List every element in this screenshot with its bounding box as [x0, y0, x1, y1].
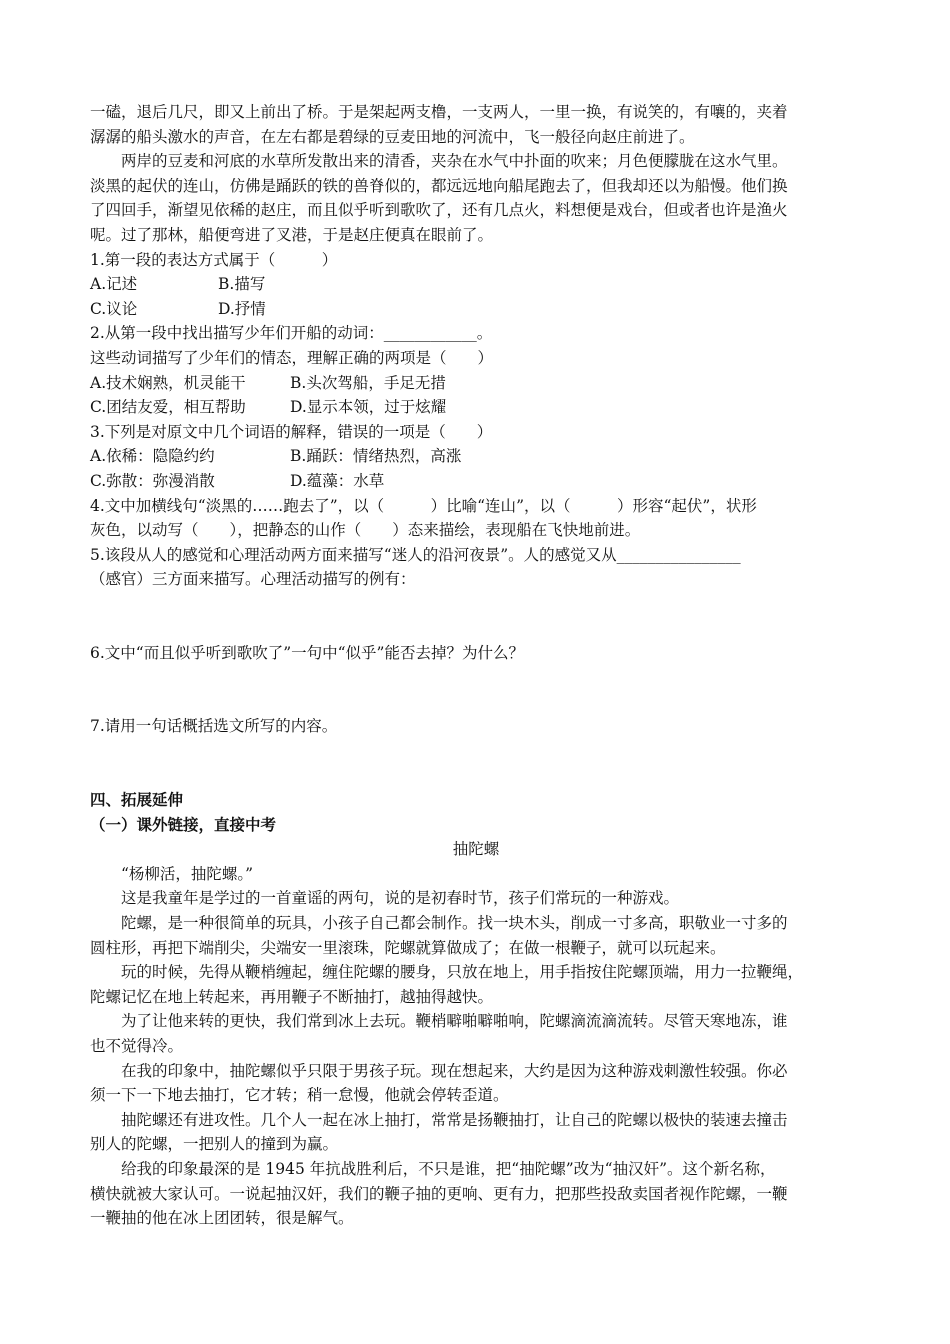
passage-line: 玩的时候，先得从鞭梢缠起，缠住陀螺的腰身，只放在地上，用手指按住陀螺顶端，用力一拉鞭绳， — [121, 963, 804, 982]
passage-line: 潺潺的船头激水的声音，在左右都是碧绿的豆麦田地的河流中，飞一般径向赵庄前进了。 — [90, 127, 695, 146]
question-4: 4.文中加横线句“淡黑的……跑去了”，以（ ）比喻“连山”，以（ ）形容“起伏”，状形 — [90, 496, 757, 515]
document-page — [90, 100, 862, 1231]
question-5: 5.该段从人的感觉和心理活动两方面来描写“迷人的沿河夜景”。人的感觉又从________________ — [90, 545, 741, 564]
option-b: B.踊跃：情绪热烈，高涨 — [290, 447, 462, 466]
option-a: A.技术娴熟，机灵能干 — [90, 373, 246, 392]
passage-line: 也不觉得冷。 — [90, 1037, 184, 1055]
question-3-options-row-1 — [90, 444, 862, 469]
question-2: 2.从第一段中找出描写少年们开船的动词：____________。 — [90, 324, 493, 343]
option-a: A.依稀：隐隐约约 — [90, 447, 215, 466]
question-2-options-row-2 — [90, 395, 862, 420]
option-d: D.显示本领，过于炫耀 — [290, 398, 447, 417]
option-b: B.头次驾船，手足无措 — [290, 373, 446, 392]
option-d: D.蕴藻：水草 — [290, 471, 385, 490]
passage-line: “杨柳活，抽陀螺。” — [121, 864, 254, 883]
passage-line: 了四回手，渐望见依稀的赵庄，而且似乎听到歌吹了，还有几点火，料想便是戏台，但或者也许是渔火 — [90, 201, 788, 220]
option-c: C.议论 — [90, 299, 138, 318]
section-subheading: （一）课外链接，直接中考 — [90, 814, 277, 834]
question-1-options-row-1 — [90, 272, 862, 297]
passage-line: 陀螺，是一种很简单的玩具，小孩子自己都会制作。找一块木头，削成一寸多高，职敬业一寸多的 — [121, 914, 788, 933]
question-3-options-row-2 — [90, 469, 862, 494]
question-2-options-row-1 — [90, 371, 862, 396]
question-6: 6.文中“而且似乎听到歌吹了”一句中“似乎”能否去掉？为什么？ — [90, 643, 524, 662]
answer-space — [90, 739, 862, 788]
passage-line: 圆柱形，再把下端削尖，尖端安一里滚珠，陀螺就算做成了；在做一根鞭子，就可以玩起来。 — [90, 938, 726, 957]
passage-line: 别人的陀螺，一把别人的撞到为赢。 — [90, 1135, 339, 1154]
passage-line: 为了让他来转的更快，我们常到冰上去玩。鞭梢噼啪噼啪响，陀螺滴流滴流转。尽管天寒地冻，谁 — [121, 1012, 788, 1031]
question-4-cont: 灰色，以动写（ ），把静态的山作（ ）态来描绘，表现船在飞快地前进。 — [90, 521, 641, 540]
question-3: 3.下列是对原文中几个词语的解释，错误的一项是（ ） — [90, 422, 493, 441]
option-c: C.团结友爱，相互帮助 — [90, 398, 246, 417]
question-1-options-row-2 — [90, 297, 862, 322]
passage-line: 一鞭抽的他在冰上团团转，很是解气。 — [90, 1209, 354, 1228]
passage-line: 呢。过了那林，船便弯进了叉港，于是赵庄便真在眼前了。 — [90, 225, 494, 244]
passage-line: 给我的印象最深的是 1945 年抗战胜利后，不只是谁，把“抽陀螺”改为“抽汉奸”。这个新名称， — [121, 1159, 776, 1178]
passage-line: 抽陀螺还有进攻性。几个人一起在冰上抽打，常常是扬鞭抽打，让自己的陀螺以极快的装速去撞击 — [121, 1110, 788, 1129]
question-5-cont: （感官）三方面来描写。心理活动描写的例有： — [90, 570, 416, 589]
section-heading: 四、拓展延伸 — [90, 790, 184, 810]
answer-space — [90, 592, 862, 641]
question-2-sub: 这些动词描写了少年们的情态，理解正确的两项是（ ） — [90, 348, 494, 367]
passage-line: 两岸的豆麦和河底的水草所发散出来的清香，夹杂在水气中扑面的吹来；月色便朦胧在这水气里。 — [121, 152, 788, 171]
answer-space — [90, 665, 862, 714]
option-a: A.记述 — [90, 275, 138, 294]
passage-line: 这是我童年是学过的一首童谣的两句，说的是初春时节，孩子们常玩的一种游戏。 — [121, 889, 680, 908]
passage-line: 淡黑的起伏的连山，仿佛是踊跃的铁的兽脊似的，都远远地向船尾跑去了，但我却还以为船慢。他们换 — [90, 176, 788, 195]
passage-line: 横快就被大家认可。一说起抽汉奸，我们的鞭子抽的更响、更有力，把那些投敌卖国者视作陀螺，一鞭 — [90, 1184, 788, 1203]
passage-line: 须一下一下地去抽打，它才转；稍一怠慢，他就会停转歪道。 — [90, 1086, 509, 1105]
question-7: 7.请用一句话概括选文所写的内容。 — [90, 717, 338, 736]
article-title: 抽陀螺 — [452, 840, 500, 859]
passage-line: 一磕，退后几尺，即又上前出了桥。于是架起两支橹，一支两人，一里一换，有说笑的，有嚷的，夹着 — [90, 103, 788, 121]
passage-line: 在我的印象中，抽陀螺似乎只限于男孩子玩。现在想起来，大约是因为这种游戏刺激性较强。你必 — [121, 1061, 788, 1080]
passage-line: 陀螺记忆在地上转起来，再用鞭子不断抽打，越抽得越快。 — [90, 987, 494, 1006]
option-c: C.弥散：弥漫消散 — [90, 471, 215, 490]
question-1: 1.第一段的表达方式属于（ ） — [90, 250, 338, 269]
option-b: B.描写 — [218, 275, 266, 294]
option-d: D.抒情 — [218, 299, 266, 318]
